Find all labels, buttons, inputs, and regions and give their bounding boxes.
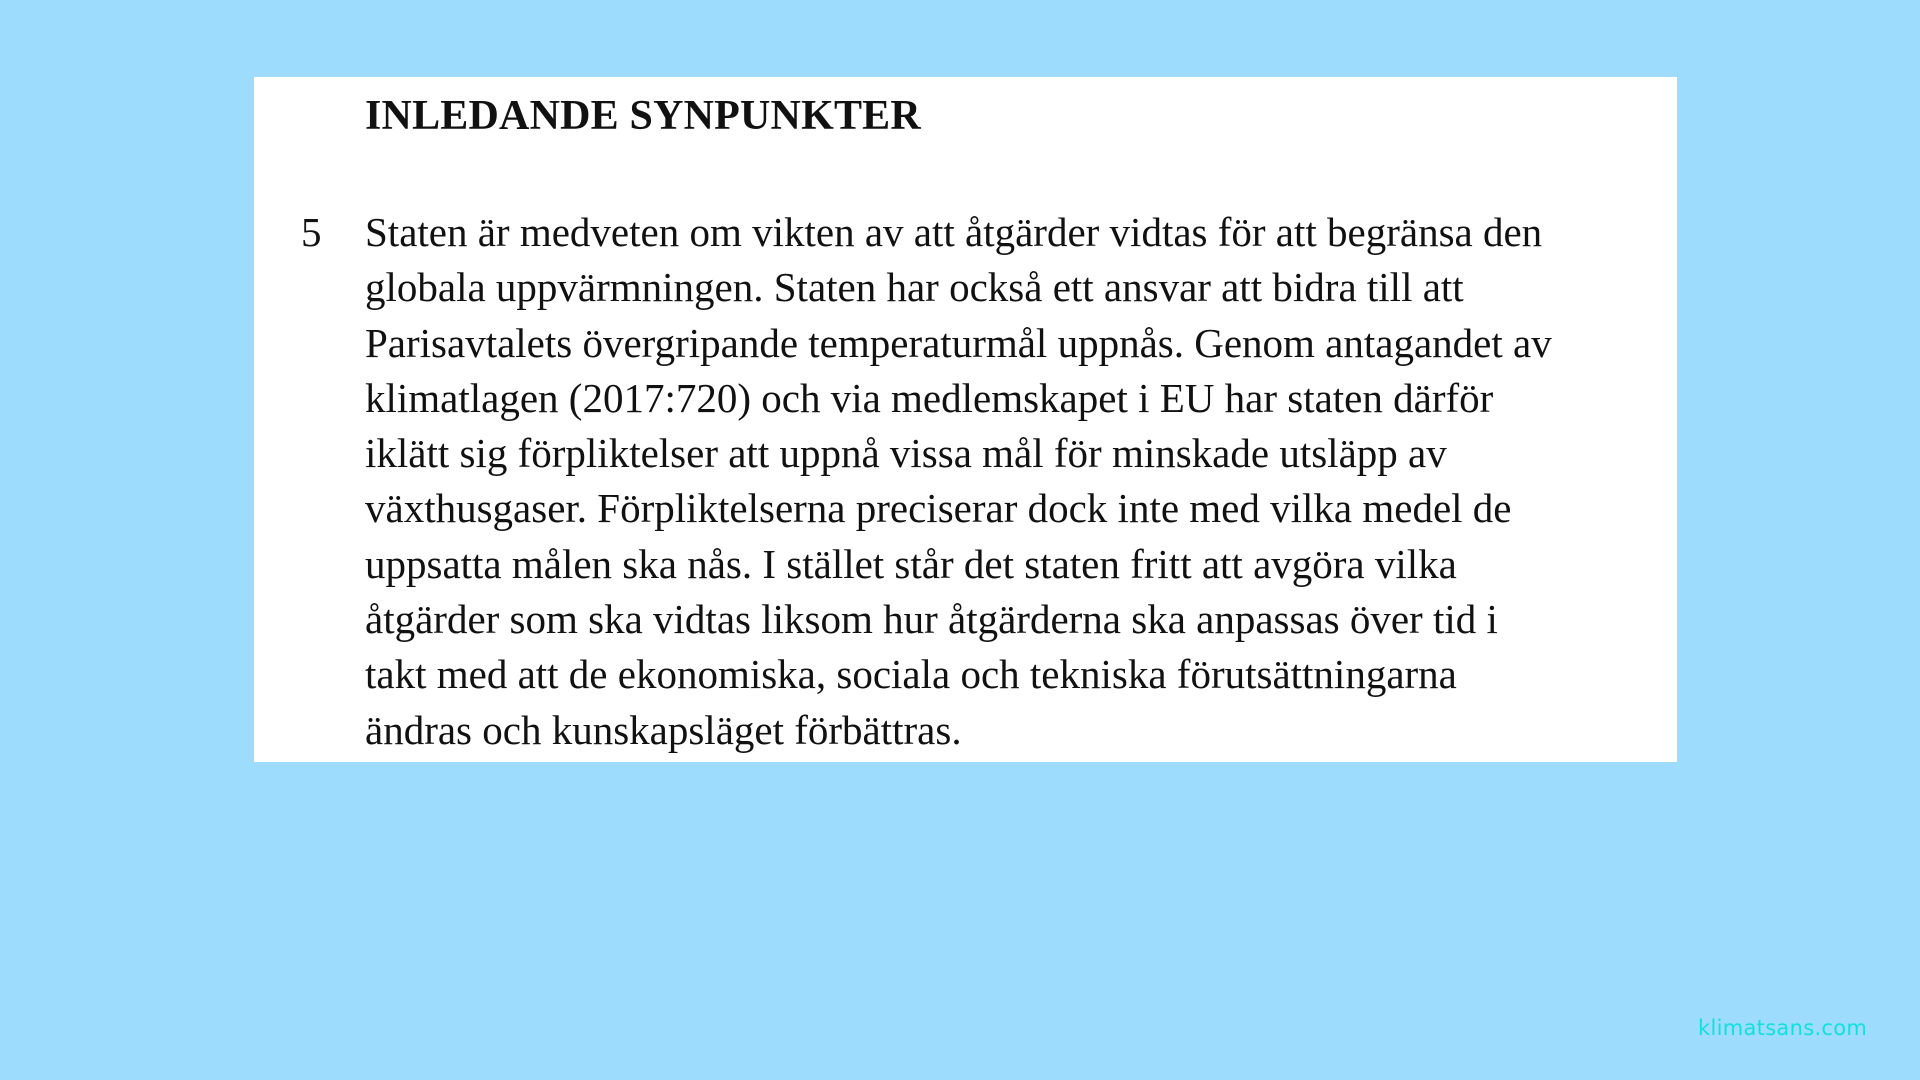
- paragraph-line: ändras och kunskapsläget förbättras.: [365, 706, 962, 753]
- paragraph-text: [365, 205, 1665, 758]
- paragraph-line: takt med att de ekonomiska, sociala och tekniska förutsättningarna: [365, 651, 1457, 698]
- paragraph-line: globala uppvärmningen. Staten har också ett ansvar att bidra till att: [365, 264, 1464, 311]
- site-watermark: klimatsans.com: [1698, 1016, 1868, 1040]
- paragraph-line: Staten är medveten om vikten av att åtgärder vidtas för att begränsa den: [365, 209, 1543, 255]
- paragraph-line: Parisavtalets övergripande temperaturmål uppnås. Genom antagandet av: [365, 319, 1552, 366]
- paragraph-line: växthusgaser. Förpliktelserna preciserar dock inte med vilka medel de: [365, 485, 1512, 532]
- paragraph-line: iklätt sig förpliktelser att uppnå vissa mål för minskade utsläpp av: [365, 430, 1447, 477]
- paragraph-line: uppsatta målen ska nås. I stället står det staten fritt att avgöra vilka: [365, 540, 1457, 587]
- document-heading: INLEDANDE SYNPUNKTER: [365, 93, 921, 139]
- paragraph-line: åtgärder som ska vidtas liksom hur åtgärderna ska anpassas över tid i: [365, 596, 1498, 643]
- paragraph-number: 5: [301, 209, 322, 255]
- paragraph-line: klimatlagen (2017:720) och via medlemskapet i EU har staten därför: [365, 374, 1494, 421]
- document-excerpt: [254, 77, 1677, 762]
